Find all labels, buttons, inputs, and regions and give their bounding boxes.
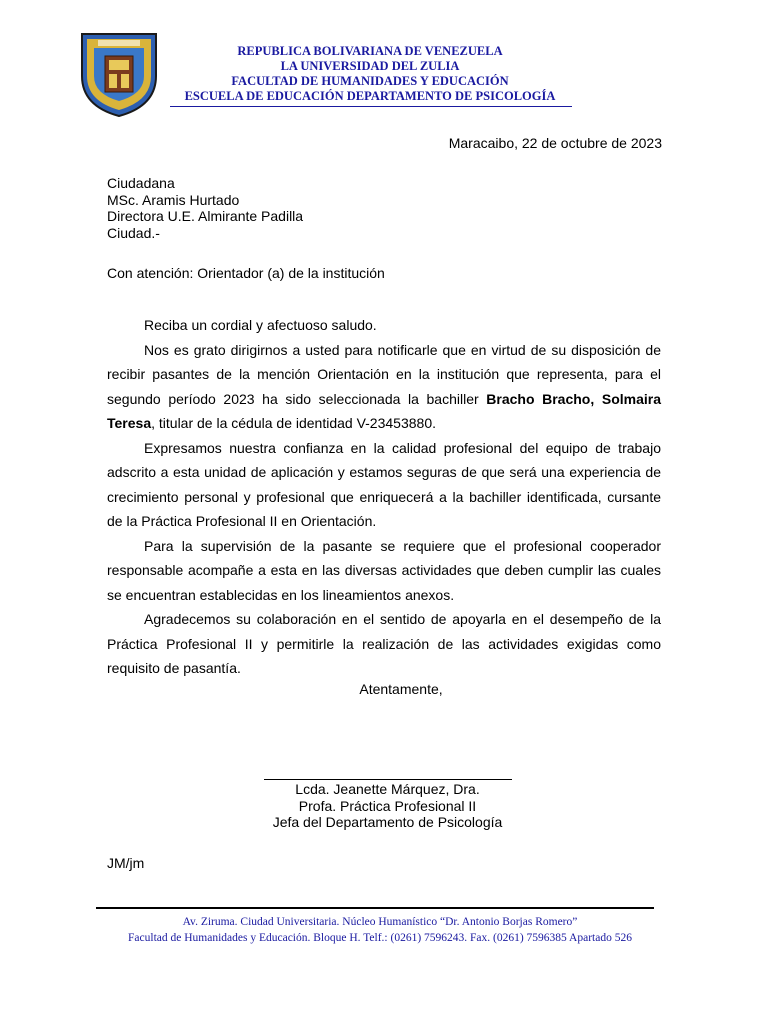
notification-text-after: , titular de la cédula de identidad V-23453880. <box>151 415 436 431</box>
university-crest-logo <box>78 26 160 118</box>
confidence-paragraph: Expresamos nuestra confianza en la calidad profesional del equipo de trabajo adscrito a esta unidad de aplicación y estamos seguras de que será una experiencia de crecimiento personal y profesional que enriquecerá a la bachiller identificada, cursante de la Práctica Profesional II en Orientación. <box>107 439 661 529</box>
letterhead-faculty: FACULTAD DE HUMANIDADES Y EDUCACIÓN <box>231 74 509 88</box>
signature-block <box>250 781 525 831</box>
recipient-block <box>107 175 303 241</box>
supervision-paragraph: Para la supervisión de la pasante se requiere que el profesional cooperador responsable acompañe a esta en las diversas actividades que deben cumplir las cuales se encuentran establecidas en los lineamientos anexos. <box>107 537 661 603</box>
recipient-name: MSc. Aramis Hurtado <box>107 191 240 208</box>
greeting-paragraph: Reciba un cordial y afectuoso saludo. <box>144 317 377 333</box>
student-name: Bracho Bracho, Solmaira Teresa <box>107 390 661 431</box>
recipient-salutation: Ciudadana <box>107 175 175 191</box>
signer-name: Lcda. Jeanette Márquez, Dra. <box>295 781 480 797</box>
signature-line <box>264 779 512 780</box>
letterhead-divider <box>170 106 572 107</box>
footer <box>80 914 680 946</box>
footer-divider <box>96 907 654 909</box>
thanks-paragraph: Agradecemos su colaboración en el sentido de apoyarla en el desempeño de la Práctica Profesional II y permitirle la realización de las actividades exigidas como requisito de pasantía. <box>107 611 661 676</box>
letterhead-school: ESCUELA DE EDUCACIÓN DEPARTAMENTO DE PSICOLOGÍA <box>184 89 556 103</box>
footer-contact: Facultad de Humanidades y Educación. Bloque H. Telf.: (0261) 7596243. Fax. (0261) 7596385 Apartado 526 <box>128 932 632 944</box>
letter-date: Maracaibo, 22 de octubre de 2023 <box>448 135 662 151</box>
letterhead <box>170 44 570 104</box>
letterhead-university: LA UNIVERSIDAD DEL ZULIA <box>280 59 460 73</box>
footer-address: Av. Ziruma. Ciudad Universitaria. Núcleo Humanístico “Dr. Antonio Borjas Romero” <box>182 916 578 928</box>
notification-paragraph <box>107 338 661 436</box>
reference-initials: JM/jm <box>107 855 145 871</box>
letterhead-country: REPUBLICA BOLIVARIANA DE VENEZUELA <box>237 44 503 58</box>
recipient-title: Directora U.E. Almirante Padilla <box>107 208 304 224</box>
recipient-city: Ciudad.- <box>107 224 160 241</box>
notification-text-before: Nos es grato dirigirnos a usted para notificarle que en virtud de su disposición de recibir pasantes de la mención Orientación en la institución que representa, para el segundo período 2023 ha sido seleccionada la bachiller <box>107 341 661 407</box>
attention-line: Con atención: Orientador (a) de la institución <box>107 265 385 281</box>
closing-salutation: Atentamente, <box>359 681 443 697</box>
signer-role: Profa. Práctica Profesional II <box>298 797 477 814</box>
letter-body <box>107 313 661 681</box>
signer-department: Jefa del Departamento de Psicología <box>272 814 503 830</box>
